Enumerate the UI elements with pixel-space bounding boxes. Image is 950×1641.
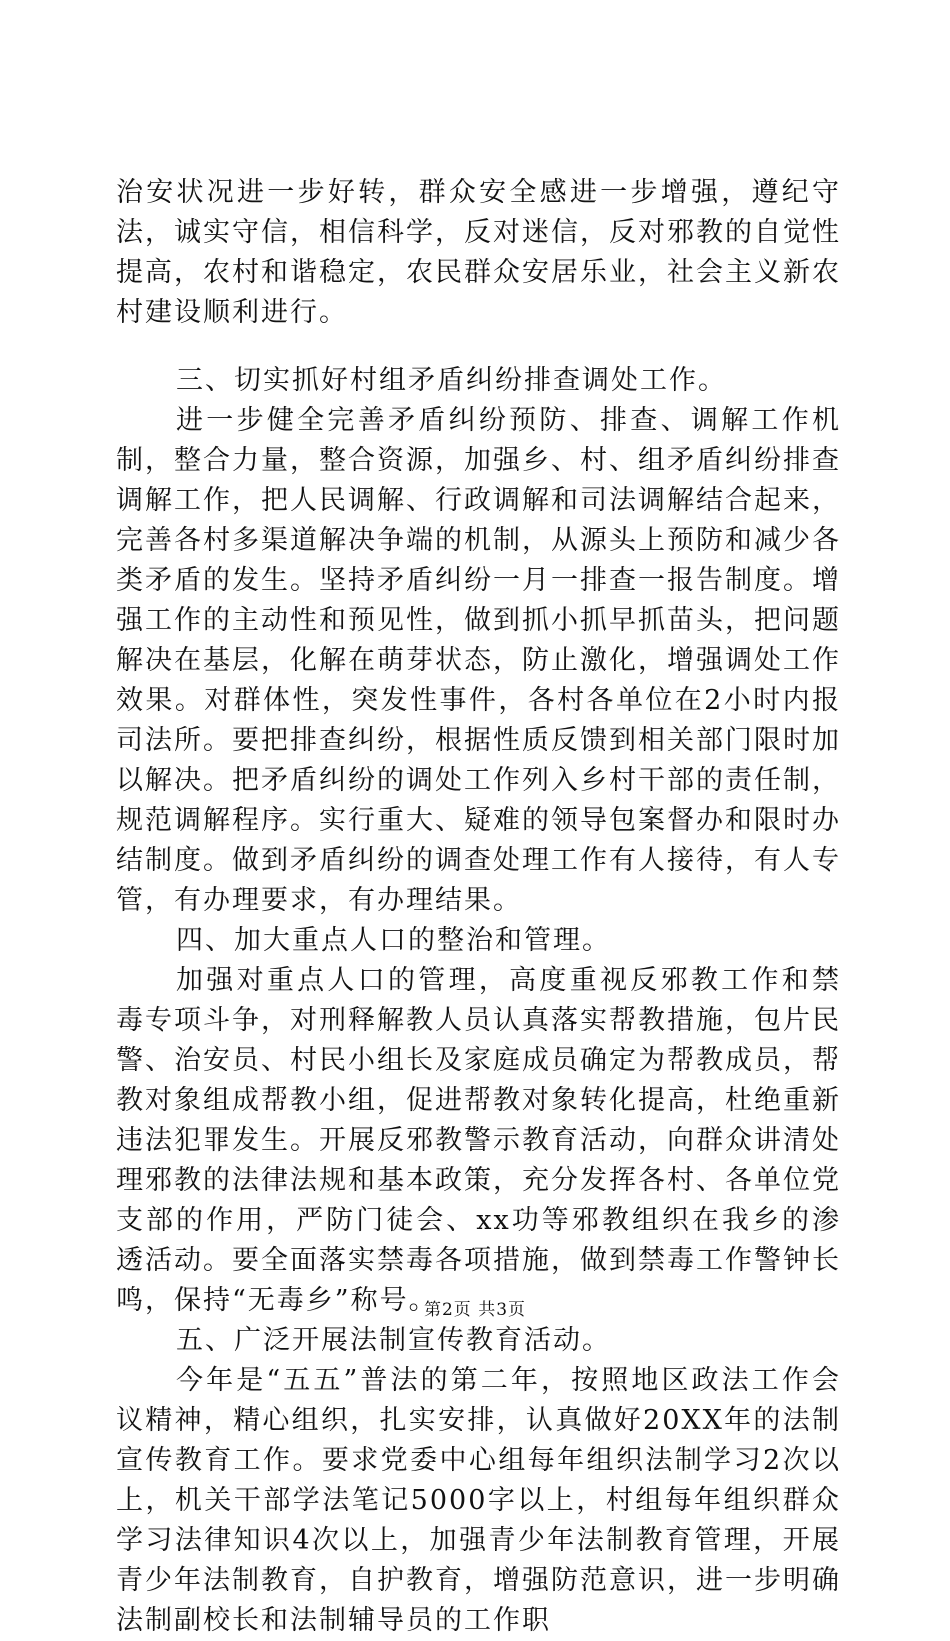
paragraph-dispute-mediation: 进一步健全完善矛盾纠纷预防、排查、调解工作机制，整合力量，整合资源，加强乡、村、组矛盾纠纷排查调解工作，把人民调解、行政调解和司法调解结合起来，完善各村多渠道解决争端的机制，从源头上预防和减少各类矛盾的发生。坚持矛盾纠纷一月一排查一报告制度。增强工作的主动性和预见性，做到抓小抓早抓苗头，把问题解决在基层，化解在萌芽状态，防止激化，增强调处工作效果。对群体性，突发性事件，各村各单位在2小时内报司法所。要把排查纠纷，根据性质反馈到相关部门限时加以解决。把矛盾纠纷的调处工作列入乡村干部的责任制，规范调解程序。实行重大、疑难的领导包案督办和限时办结制度。做到矛盾纠纷的调查处理工作有人接待，有人专管，有办理要求，有办理结果。 [116, 405, 841, 916]
paragraph-legal-education: 今年是“五五”普法的第二年，按照地区政法工作会议精神，精心组织，扎实安排，认真做好20XX年的法制宣传教育工作。要求党委中心组每年组织法制学习2次以上，机关干部学法笔记5000字以上，村组每年组织群众学习法律知识4次以上，加强青少年法制教育管理，开展青少年法制教育，自护教育，增强防范意识，进一步明确法制副校长和法制辅导员的工作职 [116, 1365, 841, 1636]
section-heading-4: 四、加大重点人口的整治和管理。 [176, 925, 611, 956]
page-number-footer: 第2页 共3页 [423, 1300, 527, 1320]
section-heading-5: 五、广泛开展法制宣传教育活动。 [176, 1325, 611, 1356]
paragraph-continuation: 治安状况进一步好转，群众安全感进一步增强，遵纪守法，诚实守信，相信科学，反对迷信，反对邪教的自觉性提高，农村和谐稳定，农民群众安居乐业，社会主义新农村建设顺利进行。 [116, 177, 841, 328]
paragraph-gap [116, 333, 841, 361]
paragraph-key-population: 加强对重点人口的管理，高度重视反邪教工作和禁毒专项斗争，对刑释解教人员认真落实帮教措施，包片民警、治安员、村民小组长及家庭成员确定为帮教成员，帮教对象组成帮教小组，促进帮教对象转化提高，杜绝重新违法犯罪发生。开展反邪教警示教育活动，向群众讲清处理邪教的法律法规和基本政策，充分发挥各村、各单位党支部的作用，严防门徒会、xx功等邪教组织在我乡的渗透活动。要全面落实禁毒各项措施，做到禁毒工作警钟长鸣，保持“无毒乡”称号。 [116, 965, 841, 1316]
document-body [116, 173, 841, 1641]
section-heading-3: 三、切实抓好村组矛盾纠纷排查调处工作。 [176, 365, 727, 396]
